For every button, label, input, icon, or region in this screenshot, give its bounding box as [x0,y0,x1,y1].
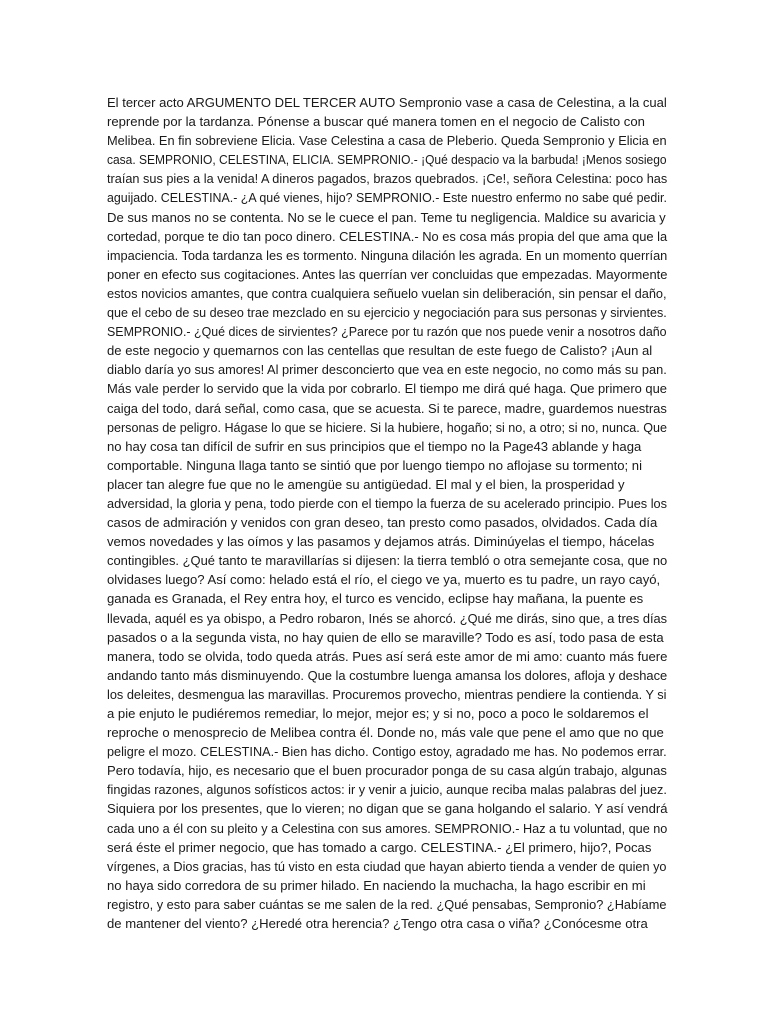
text-line: De sus manos no se contenta. No se le cuece el pan. Teme tu negligencia. Maldice su avaricia y [107,209,666,225]
text-line: vemos novedades y las oímos y las pasamos y dejamos atrás. Diminúyelas el tiempo, hácelas [107,534,655,550]
text-line: caiga del todo, dará señal, como casa, que se acuesta. Si te parece, madre, guardemos nuestras [107,400,667,416]
text-line: no haya sido corredora de su primer hilado. En naciendo la muchacha, la hago escribir en mi [107,877,646,893]
text-line: olvidases luego? Así como: helado está el río, el ciego ve ya, muerto es tu padre, un rayo cayó, [107,572,661,588]
text-line: poner en efecto sus cogitaciones. Antes las querrían ver concluidas que empezadas. Mayormente [107,266,668,282]
text-line: llevada, aquél es ya obispo, a Pedro robaron, Inés se ahorcó. ¿Qué me dirás, sino que, a tres días [107,610,668,626]
text-line: Más vale perder lo servido que la vida por cobrarlo. El tiempo me dirá qué haga. Que primero que [107,381,668,397]
text-line: a pie enjuto le pudiéremos remediar, lo mejor, mejor es; y si no, poco a poco le soldaremos el [107,706,649,721]
text-line: Melibea. En fin sobreviene Elicia. Vase Celestina a casa de Pleberio. Queda Sempronio y Elicia en [107,133,667,149]
text-line: los deleites, desmengua las maravillas. Procuremos provecho, mientras pendiere la contienda. Y si [107,686,667,702]
text-line: Siquiera por los presentes, que lo vieren; no digan que se gana holgando el salario. Y así vendrá [107,801,668,817]
text-line: casa. SEMPRONIO, CELESTINA, ELICIA. SEMPRONIO.- ¡Qué despacio va la barbuda! ¡Menos sosiego [107,152,667,168]
text-line: personas de peligro. Hágase lo que se hiciere. Si la hubiere, hogaño; si no, a otro; si no, nunca. Que [107,419,668,435]
text-line: ganada es Granada, el Rey entra hoy, el turco es vencido, eclipse hay mañana, la puente es [107,591,644,607]
text-line: placer tan alegre fue que no le amengüe su antigüedad. El mal y el bien, la prosperidad y [107,476,625,492]
text-line: manera, todo se olvida, todo queda atrás. Pues así será este amor de mi amo: cuanto más fuere [107,648,668,664]
text-line: vírgenes, a Dios gracias, has tú visto en esta ciudad que hayan abierto tienda a vender de quien yo [107,858,667,874]
text-line: traían sus pies a la venida! A dineros pagados, brazos quebrados. ¡Ce!, señora Celestina: poco has [107,171,668,187]
text-line: casos de admiración y venidos con gran deseo, tan presto como pasados, olvidados. Cada día [107,515,658,531]
text-line: Pero todavía, hijo, es necesario que el buen procurador ponga de su casa algún trabajo, algunas [107,763,667,779]
text-line: que el cebo de su deseo trae mezclado en su ejercicio y negociación para sus personas y sirvientes. [107,305,667,321]
text-line: aguijado. CELESTINA.- ¿A qué vienes, hijo? SEMPRONIO.- Este nuestro enfermo no sabe qué pedir. [107,190,667,206]
text-line: SEMPRONIO.- ¿Qué dices de sirvientes? ¿Parece por tu razón que nos puede venir a nosotros daño [107,324,667,340]
text-line: peligre el mozo. CELESTINA.- Bien has dicho. Contigo estoy, agradado me has. No podemos errar. [107,744,667,760]
text-line: diablo daría yo sus amores! Al primer desconcierto que vea en este negocio, no como más su pan. [107,362,667,378]
document-body-text [107,93,667,933]
document-page [107,93,667,933]
text-line: reproche o menosprecio de Melibea contra él. Donde no, más vale que pene el amo que no que [107,725,664,741]
text-line: comportable. Ninguna llaga tanto se sintió que por luengo tiempo no aflojase su tormento; ni [107,457,642,473]
text-line: reprende por la tardanza. Pónense a buscar qué manera tomen en el negocio de Calisto con [107,114,645,130]
text-line: contingibles. ¿Qué tanto te maravillarías si dijesen: la tierra tembló o otra semejante cosa, que no [107,553,668,569]
text-line: impaciencia. Toda tardanza les es tormento. Ninguna dilación les agrada. En un momento querrían [107,247,668,263]
text-line: andando tanto más disminuyendo. Que la costumbre luenga amansa los dolores, afloja y deshace [107,667,668,683]
text-line: será éste el primer negocio, que has tomado a cargo. CELESTINA.- ¿El primero, hijo?, Pocas [107,839,652,855]
text-line: El tercer acto ARGUMENTO DEL TERCER AUTO Sempronio vase a casa de Celestina, a la cual [107,95,667,110]
text-line: cortedad, porque te dio tan poco dinero. CELESTINA.- No es cosa más propia del que ama que la [107,228,668,244]
text-line: cada uno a él con su pleito y a Celestina con sus amores. SEMPRONIO.- Haz a tu voluntad, que no [107,820,668,836]
text-line: no hay cosa tan difícil de sufrir en sus principios que el tiempo no la Page43 ablande y haga [107,438,642,454]
text-line: registro, y esto para saber cuántas se me salen de la red. ¿Qué pensabas, Sempronio? ¿Habíame [107,896,667,912]
text-line: fingidas razones, algunos sofísticos actos: ir y venir a juicio, aunque reciba malas palabras del juez. [107,782,667,798]
text-line: de mantener del viento? ¿Heredé otra herencia? ¿Tengo otra casa o viña? ¿Conócesme otra [107,916,648,932]
text-line: estos novicios amantes, que contra cualquiera señuelo vuelan sin deliberación, sin pensar el daño, [107,285,667,301]
text-line: adversidad, la gloria y pena, todo pierde con el tiempo la fuerza de su acelerado principio. Pues los [107,495,668,511]
text-line: pasados o a la segunda vista, no hay quien de ello se maraville? Todo es así, todo pasa de esta [107,629,664,645]
text-line: de este negocio y quemarnos con las centellas que resultan de este fuego de Calisto? ¡Aun al [107,343,653,359]
